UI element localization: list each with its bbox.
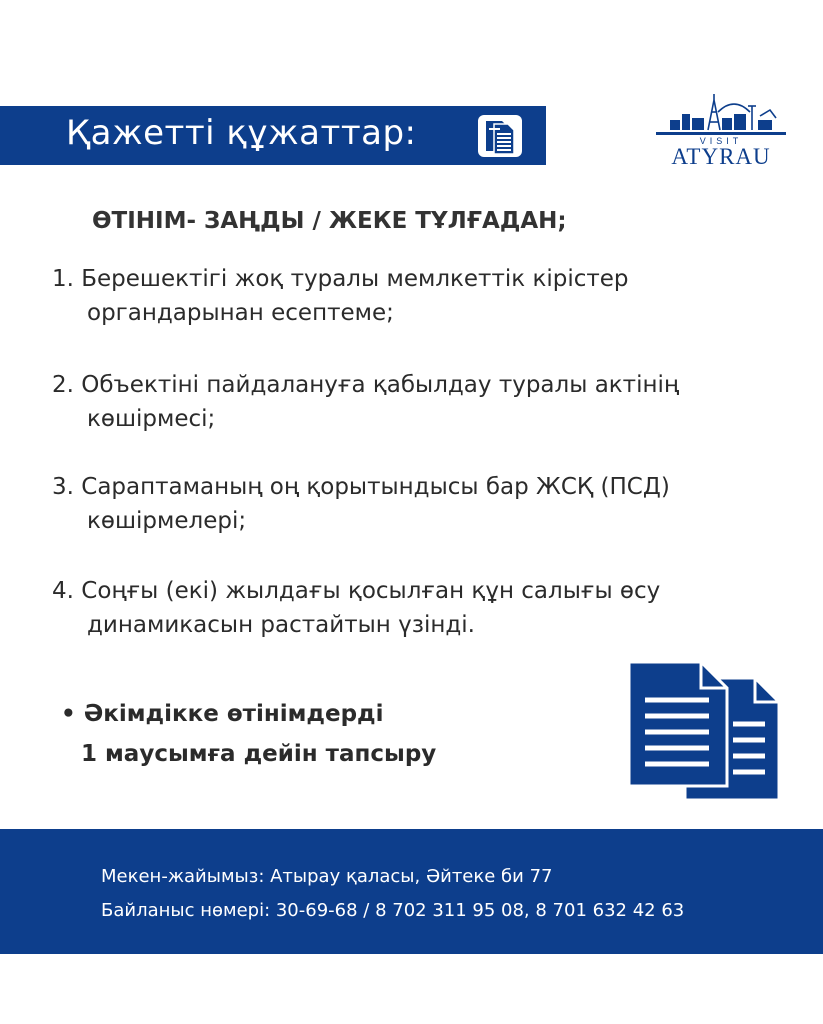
page-title: Қажетті құжаттар: bbox=[66, 113, 417, 153]
document-icon bbox=[476, 113, 524, 159]
contact-footer bbox=[0, 829, 823, 954]
list-item bbox=[52, 470, 670, 538]
logo-city-name: ATYRAU bbox=[671, 144, 771, 169]
footer-address: Мекен-жайымыз: Атырау қаласы, Әйтеке би 77 bbox=[101, 866, 553, 887]
logo-visit-text: VISIT bbox=[699, 136, 743, 146]
list-item-line: 1. Берешектігі жоқ туралы мемлкеттік кірістер bbox=[52, 266, 629, 292]
atyrau-skyline-icon bbox=[652, 92, 790, 138]
list-item-line: көшірмесі; bbox=[87, 406, 216, 432]
list-item bbox=[52, 368, 679, 436]
deadline-note-line: 1 маусымға дейін тапсыру bbox=[81, 741, 437, 767]
documents-stack-icon bbox=[627, 662, 785, 802]
deadline-note bbox=[61, 694, 436, 774]
footer-phones: Байланыс нөмері: 30-69-68 / 8 702 311 95 08, 8 701 632 42 63 bbox=[101, 900, 685, 921]
list-item-line: органдарынан есептеме; bbox=[87, 300, 394, 326]
list-item bbox=[52, 262, 629, 330]
list-item-line: 2. Объектіні пайдалануға қабылдау туралы актінің bbox=[52, 372, 680, 398]
list-item-line: 3. Сараптаманың оң қорытындысы бар ЖСҚ (ПСД) bbox=[52, 474, 670, 500]
list-item-line: көшірмелері; bbox=[87, 508, 247, 534]
list-item bbox=[52, 574, 660, 642]
visit-atyrau-logo bbox=[652, 92, 790, 172]
list-item-line: динамикасын растайтын үзінді. bbox=[87, 612, 475, 638]
list-item-line: 4. Соңғы (екі) жылдағы қосылған құн салығы өсу bbox=[52, 578, 661, 604]
deadline-note-line: • Әкімдікке өтінімдерді bbox=[61, 701, 384, 727]
applicant-subtitle: ӨТІНІМ- ЗАҢДЫ / ЖЕКЕ ТҰЛҒАДАН; bbox=[92, 208, 567, 234]
